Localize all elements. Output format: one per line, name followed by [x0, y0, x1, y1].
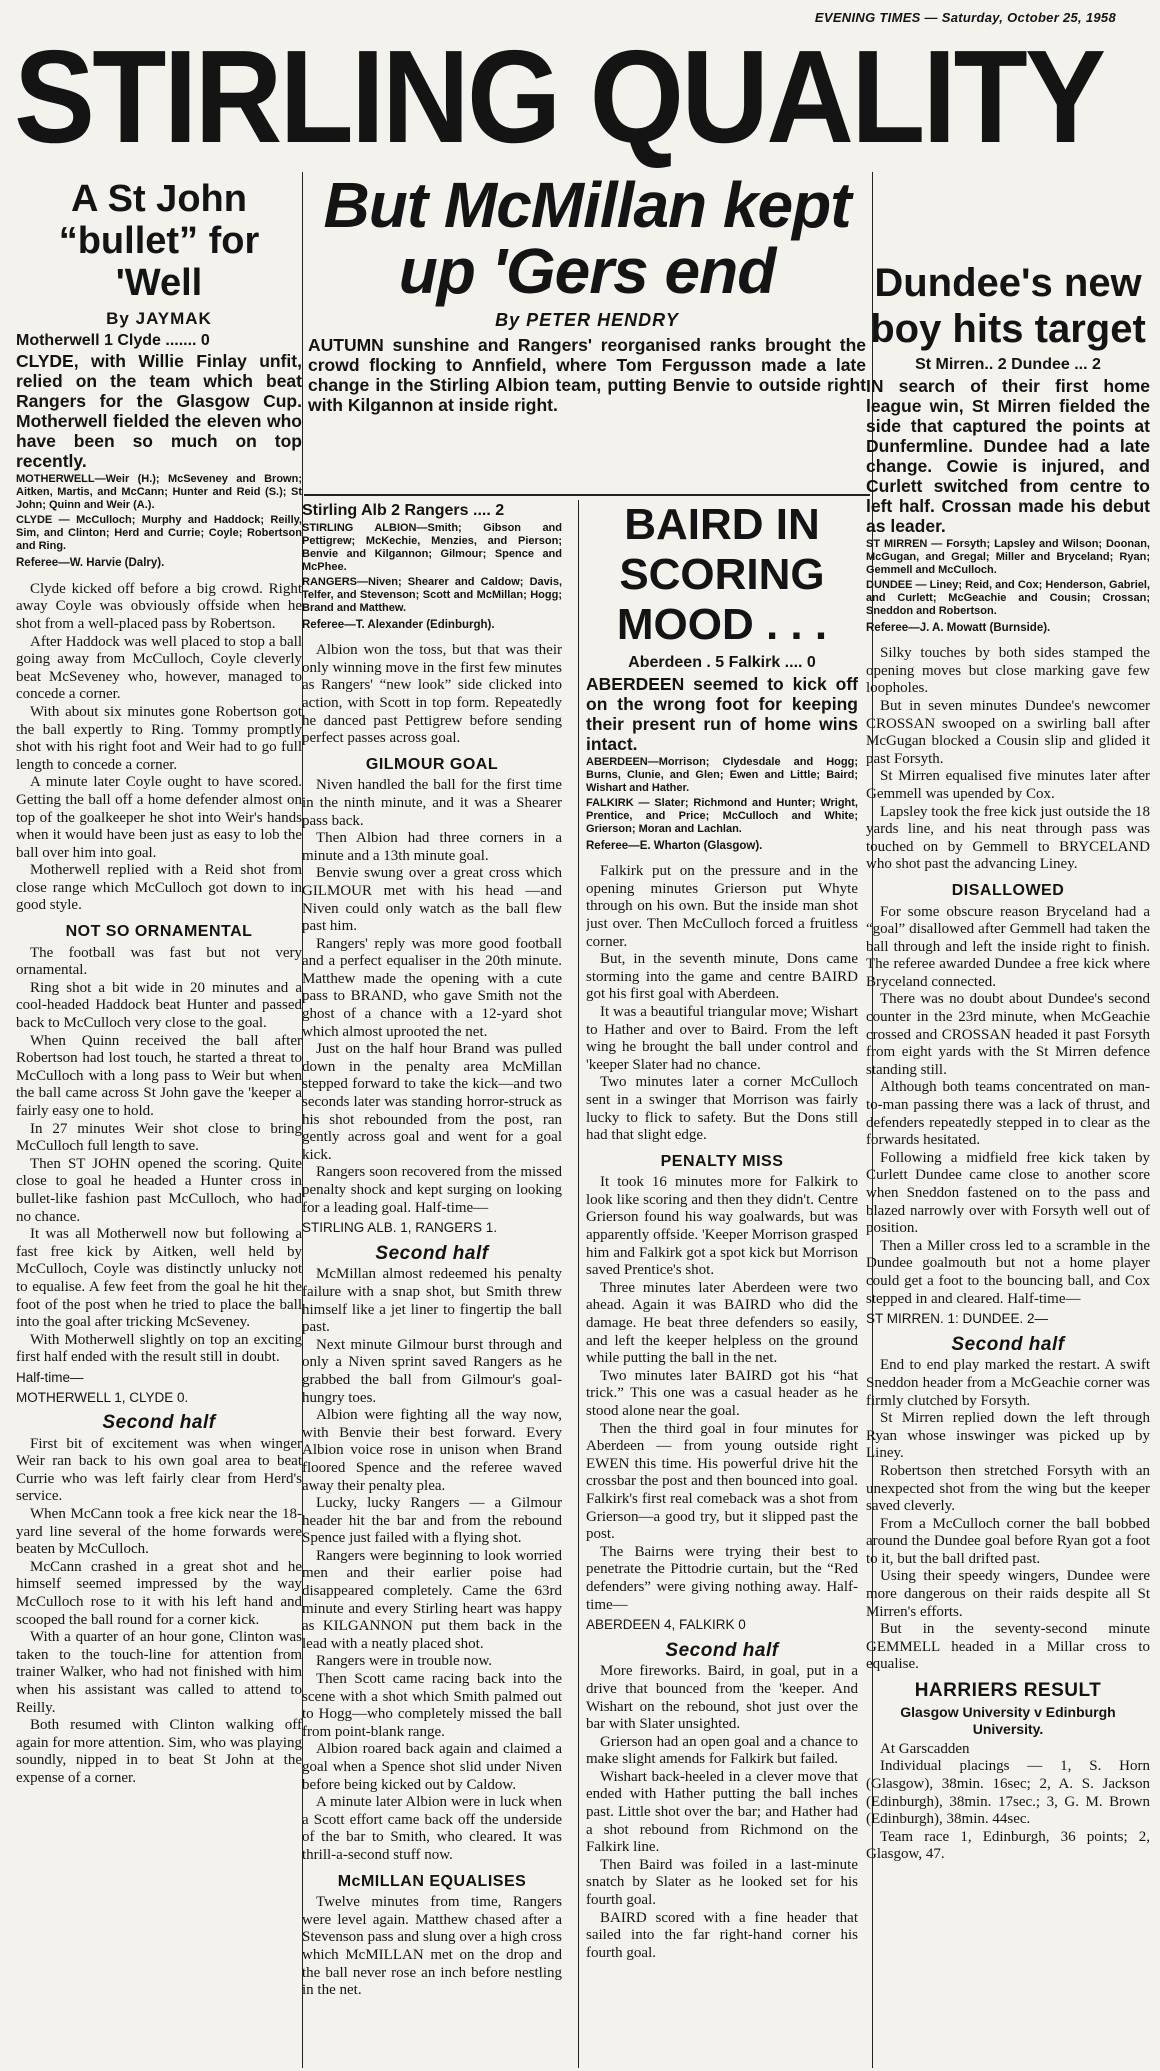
column-rule [578, 500, 579, 2068]
paragraph: End to end play marked the restart. A swift Sneddon header from a McGeachie corner was firmly clutched by Forsyth. [866, 1357, 1150, 1409]
paragraph: After Haddock was well placed to stop a ball going away from McCulloch, Coyle cleverly beat McSeveney who, however, managed to concede a corner. [16, 633, 302, 703]
paragraph: Motherwell replied with a Reid shot from close range which McCulloch got down to in good style. [16, 862, 302, 914]
lead-subhead-2: Second half [375, 1242, 489, 1264]
halftime-score: ABERDEEN 4, FALKIRK 0 [586, 1617, 746, 1633]
paragraph: A minute later Coyle ought to have scored. Getting the ball off a home defender almost on top of the goalkeeper he shot into Weir's hands when it would have been just as easy to lob the ball over him into goal. [16, 774, 302, 861]
paragraph: It was all Motherwell now but following a fast free kick by Aitken, well held by McCulloch, Coyle was distinctly unlucky not to equalise. A few feet from the goal he hit the foot of the post when he tried to place the ball into the goal after tricking McSeveney. [16, 1226, 302, 1331]
paragraph: Then Scott came racing back into the scene with a shot which Smith palmed out to Hogg—who completely missed the ball from point-blank range. [302, 1671, 562, 1740]
left-teams-2: CLYDE — McCulloch; Murphy and Haddock; Reilly, Sim, and Clinton; Herd and Currie; Coyle; Robertson and Ring. [16, 514, 302, 553]
paragraph: Rangers' reply was more good football and a perfect equaliser in the 20th minute. Matthew made the opening with a cute pass to BRAND, who gave Smith not the ghost of a chance with a 12-yard shot which almost uprooted the net. [302, 935, 562, 1040]
right-headline: Dundee's new boy hits target [870, 261, 1146, 351]
lead-byline: By PETER HENDRY [495, 310, 679, 330]
lead-story-header [304, 169, 870, 415]
baird-headline: BAIRD IN SCORING MOOD . . . [616, 500, 828, 649]
paragraph: Clyde kicked off before a big crowd. Right away Coyle was obviously offside when he shot from a well-placed pass by Robertson. [16, 580, 302, 632]
lead-teams-2: RANGERS—Niven; Shearer and Caldow; Davis, Telfer, and Stevenson; Scott and McMillan; Hogg; Brand and Matthew. [302, 575, 562, 614]
paragraph: Robertson then stretched Forsyth with an unexpected shot from the wing but the keeper saved cleverly. [866, 1462, 1150, 1515]
paragraph: But, in the seventh minute, Dons came storming into the game and centre BAIRD got his first goal with Aberdeen. [586, 951, 858, 1003]
baird-teams-2: FALKIRK — Slater; Richmond and Hunter; Wright, Prentice, and Price; McCulloch and White; Grierson; Moran and Lachlan. [586, 796, 858, 835]
right-teams-1: ST MIRREN — Forsyth; Lapsley and Wilson; Doonan, McGugan, and Gregal; Miller and Bryceland; Ryan; Gemmell and McCulloch. [866, 537, 1150, 576]
paragraph: For some obscure reason Bryceland had a “goal” disallowed after Gemmell had taken the ball through and left the inside right to finish. The referee awarded Dundee a free kick where Bryceland connected. [866, 903, 1150, 990]
paragraph: In 27 minutes Weir shot close to bring McCulloch full length to save. [16, 1120, 302, 1155]
left-byline: By JAYMAK [106, 309, 212, 328]
paragraph: Three minutes later Aberdeen were two ahead. Again it was BAIRD who did the damage. He beat three defenders so easily, and left the keeper helpless on the ground while putting the ball in the net. [586, 1279, 858, 1367]
paragraph: The Bairns were trying their best to penetrate the Pittodrie curtain, but the “Red defenders” were giving nothing away. Half-time— [586, 1543, 858, 1613]
left-teams-1: MOTHERWELL—Weir (H.); McSeveney and Brown; Aitken, Martis, and McCann; Hunter and Reid (S.); St John; Quinn and Weir (A.). [16, 473, 302, 512]
paragraph: Then Albion had three corners in a minute and a 13th minute goal. [302, 830, 562, 864]
folio: EVENING TIMES — Saturday, October 25, 1958 [814, 10, 1116, 25]
paragraph: Twelve minutes from time, Rangers were level again. Matthew chased after a Stevenson pass and slung over a high cross which McMILLAN met on the drop and the ball never rose an inch before nestling in the net. [302, 1894, 562, 1999]
paragraph: But in the seventy-second minute GEMMELL headed in a Millar cross to equalise. [866, 1621, 1150, 1673]
paragraph: Then a Miller cross led to a scramble in the Dundee goalmouth but not a home player could get a foot to the bouncing ball, and Cox stepped in and cleared. Half-time— [866, 1237, 1150, 1307]
paragraph: It was a beautiful triangular move; Wishart to Hather and over to Baird. From the left wing he brought the ball under control and 'keeper Slater had no chance. [586, 1003, 858, 1073]
baird-score: Aberdeen . 5 Falkirk .... 0 [628, 654, 816, 671]
left-story [16, 178, 302, 2068]
paragraph: With Motherwell slightly on top an exciting first half ended with the result still in doubt. [16, 1331, 302, 1366]
halftime-score: MOTHERWELL 1, CLYDE 0. [16, 1389, 189, 1405]
lead-referee: Referee—T. Alexander (Edinburgh). [302, 618, 495, 631]
left-score: Motherwell 1 Clyde ....... 0 [16, 331, 210, 349]
right-subhead-1: DISALLOWED [951, 881, 1065, 899]
baird-teams-1: ABERDEEN—Morrison; Clydesdale and Hogg; Burns, Clunie, and Glen; Ewen and Little; Baird; Wishart and Hather. [586, 755, 858, 794]
halftime-label: Half-time— [16, 1369, 84, 1385]
right-lede: IN search of their first home league win, St Mirren fielded the side that captured the points at Dunfermline. Dundee had a late change. Cowie is injured, and Curlett switched from centre to left half. Crossan made his debut as leader. [866, 375, 1150, 536]
paragraph: BAIRD scored with a fine header that sailed into the far right-hand corner his fourth goal. [586, 1909, 858, 1961]
baird-subhead-1: PENALTY MISS [660, 1152, 784, 1170]
paragraph: At Garscadden [880, 1740, 970, 1757]
paragraph: A minute later Albion were in luck when a Scott effort came back off the underside of the bar to Smith, who cleared. It was thrill-a-second stuff now. [302, 1794, 562, 1863]
right-subhead-2: Second half [951, 1333, 1065, 1355]
paragraph: Silky touches by both sides stamped the opening moves but close marking gave few loopholes. [866, 645, 1150, 697]
paragraph: McMillan almost redeemed his penalty failure with a snap shot, but Smith threw himself like a jet liner to fingertip the ball past. [302, 1266, 562, 1336]
paragraph: With about six minutes gone Robertson got the ball expertly to Ring. Tommy promptly shot with his right foot and Weir had to go full length to concede a corner. [16, 703, 302, 773]
right-teams-2: DUNDEE — Liney; Reid, and Cox; Henderson, Gabriel, and Curlett; McGeachie and Cousin; Crossan; Sneddon and Robertson. [866, 578, 1150, 617]
paragraph: Benvie swung over a great cross which GILMOUR met with his head —and Niven could only watch as the ball flew past him. [302, 865, 562, 935]
paragraph: Team race 1, Edinburgh, 36 points; 2, Glasgow, 47. [866, 1828, 1150, 1863]
paragraph: Individual placings — 1, S. Horn (Glasgow), 38min. 16sec; 2, A. S. Jackson (Edinburgh), 38min. 17sec.; 3, G. M. Brown (Edinburgh), 38min. 44sec. [866, 1758, 1150, 1828]
paragraph: Then ST JOHN opened the scoring. Quite close to goal he headed a Hunter cross in bullet-like fashion past McCulloch, who had no chance. [16, 1155, 302, 1225]
left-subhead-2: Second half [102, 1412, 216, 1434]
paragraph: Both resumed with Clinton walking off again for more attention. Sim, who was playing soundly, nipped in to beat St John at the expense of a corner. [16, 1717, 302, 1786]
paragraph: St Mirren replied down the left through Ryan whose inswinger was picked up by Liney. [866, 1410, 1150, 1462]
paragraph: Using their speedy wingers, Dundee were more dangerous on their raids despite all St Mirren's efforts. [866, 1568, 1150, 1620]
paragraph: Rangers soon recovered from the missed penalty shock and kept surging on looking for a leading goal. Half-time— [302, 1164, 562, 1216]
baird-story [586, 500, 858, 2068]
masthead-headline: STIRLING QUALITY [14, 23, 1104, 170]
lead-lede: AUTUMN sunshine and Rangers' reorganised ranks brought the crowd flocking to Annfield, where Tom Fergusson made a late change in the Stirling Albion team, putting Benvie to outside right with Kilgannon at inside right. [308, 335, 866, 415]
lead-subhead-1: GILMOUR GOAL [365, 755, 499, 773]
lead-score: Stirling Alb 2 Rangers .... 2 [302, 502, 505, 519]
paragraph: From a McCulloch corner the ball bobbed around the Dundee goal before Ryan got a foot to it, but the ball drifted past. [866, 1515, 1150, 1567]
paragraph: With a quarter of an hour gone, Clinton was taken to the touch-line for attention from trainer Walker, who had not finished with him when his assistant was called to attend to Reilly. [16, 1629, 302, 1716]
paragraph: When McCann took a free kick near the 18-yard line several of the home forwards were beaten by McCulloch. [16, 1506, 302, 1558]
paragraph: The football was fast but not very ornamental. [16, 944, 302, 979]
paragraph: More fireworks. Baird, in goal, put in a drive that bounced from the 'keeper. And Wishart on the rebound, shot just over the bar with Slater unsighted. [586, 1663, 858, 1733]
left-headline: A St John “bullet” for 'Well [58, 178, 260, 304]
paragraph: Falkirk put on the pressure and in the opening minutes Grierson put Whyte through on his own. But the inside man shot just over. Then McCulloch forced a fruitless corner. [586, 863, 858, 950]
section-rule [304, 494, 870, 496]
paragraph: Grierson had an open goal and a chance to make slight amends for Falkirk but failed. [586, 1733, 858, 1768]
halftime-score: STIRLING ALB. 1, RANGERS 1. [302, 1220, 498, 1236]
paragraph: Although both teams concentrated on man-to-man passing there was a lack of thrust, and defenders repeatedly stepped in to clear as the forwards hesitated. [866, 1079, 1150, 1149]
paragraph: Lapsley took the free kick just outside the 18 yards line, and his neat through pass was touched on by Gemmell to BRYCELAND who shot past the advancing Liney. [866, 803, 1150, 873]
paragraph: There was no doubt about Dundee's second counter in the 23rd minute, when McGeachie crossed and CROSSAN headed it past Forsyth from eight yards with the St Mirren defence standing still. [866, 991, 1150, 1078]
right-story [866, 260, 1150, 2068]
paragraph: But in seven minutes Dundee's newcomer CROSSAN swooped on a swirling ball after McGugan blocked a Cousin slip and glided it past Forsyth. [866, 697, 1150, 767]
paragraph: Following a midfield free kick taken by Curlett Dundee came close to another score when Sneddon fastened on to the pass and blazed narrowly over with Forsyth well out of position. [866, 1149, 1150, 1237]
paragraph: Then Baird was foiled in a last-minute snatch by Slater as he looked set for his fourth goal. [586, 1856, 858, 1909]
harriers-title: HARRIERS RESULT [914, 1680, 1102, 1702]
paragraph: Rangers were in trouble now. [316, 1653, 493, 1670]
paragraph: Two minutes later a corner McCulloch sent in a swinger that Morrison was fairly lucky to flick to safety. But the Dons still had that slight edge. [586, 1074, 858, 1144]
paragraph: Just on the half hour Brand was pulled down in the penalty area McMillan stepped forward to take the kick—and two seconds later was standing horror-struck as his shot rebounded from the post, ran gently across goal and went for a goal kick. [302, 1041, 562, 1163]
paragraph: St Mirren equalised five minutes later after Gemmell was upended by Cox. [866, 768, 1150, 802]
lead-story-body [302, 498, 562, 2071]
right-score: St Mirren.. 2 Dundee ... 2 [915, 356, 1101, 373]
paragraph: Wishart back-heeled in a clever move that ended with Hather putting the ball inches past. Little shot over the bar; and Hather had a shot rebound from Richmond on the Falkirk line. [586, 1768, 858, 1856]
paragraph: Niven handled the ball for the first time in the ninth minute, and it was a Shearer pass back. [302, 777, 562, 829]
paragraph: Lucky, lucky Rangers — a Gilmour header hit the bar and from the rebound Spence just failed with a flying shot. [302, 1495, 562, 1547]
paragraph: Albion won the toss, but that was their only winning move in the first few minutes as Rangers' “new look” side clicked into action, with Scott in top form. Repeatedly he danced past Pettigrew before sending perfect passes across goal. [302, 642, 562, 747]
halftime-score: ST MIRREN. 1: DUNDEE. 2— [866, 1311, 1049, 1327]
baird-referee: Referee—E. Wharton (Glasgow). [586, 839, 763, 852]
paragraph: Then the third goal in four minutes for Aberdeen — from young outside right EWEN this time. His powerful drive hit the crossbar the post and then bounced into goal. Falkirk's first real comeback was a shot from Grierson—a good try, but it slipped past the post. [586, 1420, 858, 1543]
baird-lede: ABERDEEN seemed to kick off on the wrong foot for keeping their present run of home wins intact. [586, 673, 858, 754]
lead-subhead-3: McMILLAN EQUALISES [337, 1872, 527, 1890]
lead-headline: But McMillan kept up 'Gers end [323, 169, 851, 307]
paragraph: Ring shot a bit wide in 20 minutes and a cool-headed Haddock beat Hunter and passed back to McCulloch very close to the goal. [16, 979, 302, 1032]
paragraph: Albion roared back again and claimed a goal when a Spence shot slid under Niven before being kicked out by Caldow. [302, 1741, 562, 1793]
paragraph: First bit of excitement was when winger Weir ran back to his own goal area to beat Currie who was left fairly clear from Herd's service. [16, 1435, 302, 1505]
baird-subhead-2: Second half [665, 1639, 779, 1661]
left-lede: CLYDE, with Willie Finlay unfit, relied on the team which beat Rangers for the Glasgow Cup. Motherwell fielded the eleven who have been so much on top recently. [16, 351, 302, 472]
paragraph: Rangers were beginning to look worried men and their earlier poise had disappeared completely. Came the 63rd minute and every Stirling heart was happy as KILGANNON put them back in the lead with a neatly placed shot. [302, 1547, 562, 1652]
paragraph: Albion were fighting all the way now, with Benvie their best forward. Every Albion voice rose in unison when Brand floored Spence and the referee waved away their penalty plea. [302, 1407, 562, 1494]
paragraph: When Quinn received the ball after Robertson had lost touch, he started a threat to McCulloch with a long pass to Weir but when the ball came across St John gave the 'keeper a fairly easy one to hold. [16, 1032, 302, 1119]
paragraph: It took 16 minutes more for Falkirk to look like scoring and then they didn't. Centre Grierson found his way goalwards, but was apparently offside. 'Keeper Morrison grasped him and Falkirk got a spot kick but Morrison saved Prentice's shot. [586, 1174, 858, 1279]
left-referee: Referee—W. Harvie (Dalry). [16, 557, 165, 570]
paragraph: Two minutes later BAIRD got his “hat trick.” This one was a casual header as he stood alone near the goal. [586, 1367, 858, 1419]
right-referee: Referee—J. A. Mowatt (Burnside). [866, 621, 1051, 634]
paragraph: Next minute Gilmour burst through and only a Niven sprint saved Rangers as he grabbed the ball from Gilmour's goal-hungry toes. [302, 1336, 562, 1406]
lead-teams-1: STIRLING ALBION—Smith; Gibson and Pettigrew; McKechie, Menzies, and Pierson; Benvie and Kilgannon; Gilmour; Spence and McPhee. [302, 521, 562, 573]
paragraph: McCann crashed in a great shot and he himself seemed impressed by the way McCulloch rose to it with his left hand and scooped the ball round for a corner kick. [16, 1558, 302, 1628]
harriers-subtitle: Glasgow University v Edinburgh University. [900, 1703, 1116, 1738]
left-subhead-1: NOT SO ORNAMENTAL [65, 923, 253, 941]
